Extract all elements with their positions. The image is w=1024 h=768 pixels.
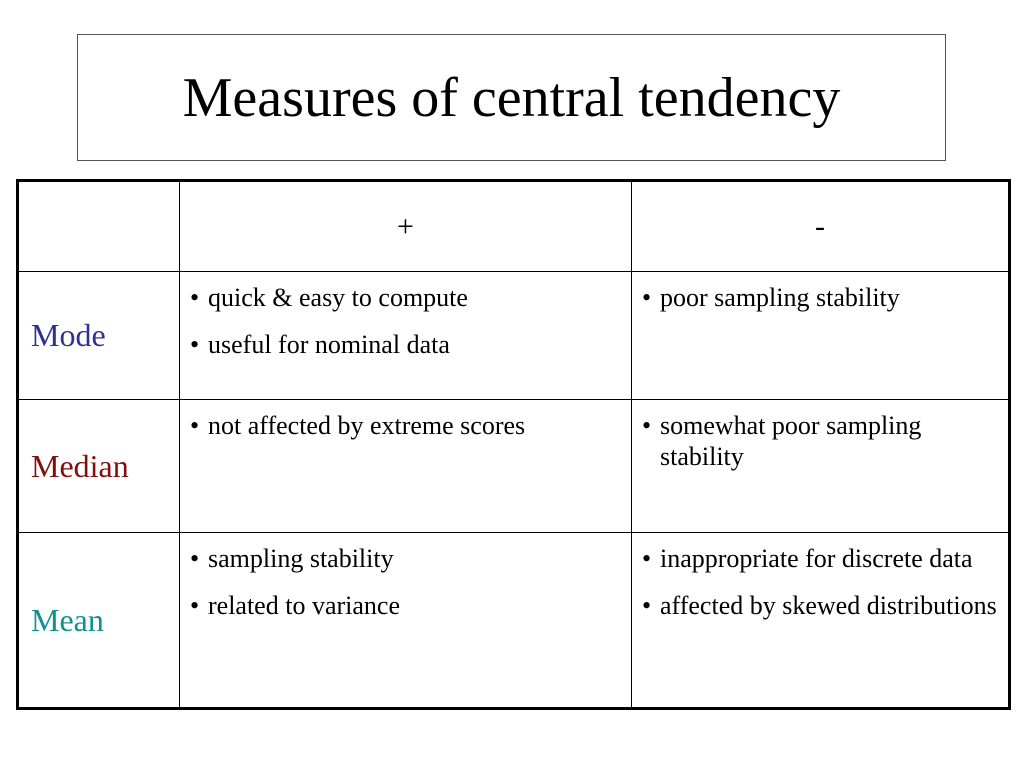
table-row-mean xyxy=(18,533,1010,709)
header-disadvantages: - xyxy=(632,181,1010,272)
measure-label-median: Median xyxy=(18,400,180,533)
comparison-table xyxy=(16,179,1011,710)
cons-list-median xyxy=(632,400,1008,472)
header-blank xyxy=(18,181,180,272)
list-item: • affected by skewed distributions xyxy=(642,591,997,620)
pros-list-mode xyxy=(180,272,631,360)
bullet: • xyxy=(190,591,200,620)
title-box xyxy=(77,34,946,161)
list-item: • useful for nominal data xyxy=(190,330,450,359)
cons-cell-mode xyxy=(632,272,1010,400)
cons-cell-mean xyxy=(632,533,1010,709)
pros-cell-median xyxy=(180,400,632,533)
slide-title: Measures of central tendency xyxy=(182,66,841,129)
table-row-median xyxy=(18,400,1010,533)
list-item: • sampling stability xyxy=(190,544,394,573)
list-item: • not affected by extreme scores xyxy=(190,411,526,440)
list-item: • quick & easy to compute xyxy=(190,283,468,312)
header-advantages: + xyxy=(180,181,632,272)
pros-list-mean xyxy=(180,533,631,621)
measure-label-mean: Mean xyxy=(18,533,180,709)
pros-cell-mode xyxy=(180,272,632,400)
cons-list-mean xyxy=(632,533,1008,621)
pros-list-median xyxy=(180,400,631,441)
list-item: • poor sampling stability xyxy=(642,283,900,312)
list-item: • inappropriate for discrete data xyxy=(642,544,973,573)
bullet: • xyxy=(642,591,652,620)
bullet: • xyxy=(642,411,652,440)
bullet: • xyxy=(190,330,200,359)
measure-label-mode: Mode xyxy=(18,272,180,400)
table-row-mode xyxy=(18,272,1010,400)
pros-cell-mean xyxy=(180,533,632,709)
bullet: • xyxy=(190,283,200,312)
bullet: • xyxy=(642,544,652,573)
cons-cell-median xyxy=(632,400,1010,533)
bullet: • xyxy=(190,411,200,440)
table-header-row xyxy=(18,181,1010,272)
bullet: • xyxy=(190,544,200,573)
bullet: • xyxy=(642,283,652,312)
cons-list-mode xyxy=(632,272,1008,313)
list-item: • somewhat poor sampling stability xyxy=(642,411,922,471)
list-item: • related to variance xyxy=(190,591,400,620)
